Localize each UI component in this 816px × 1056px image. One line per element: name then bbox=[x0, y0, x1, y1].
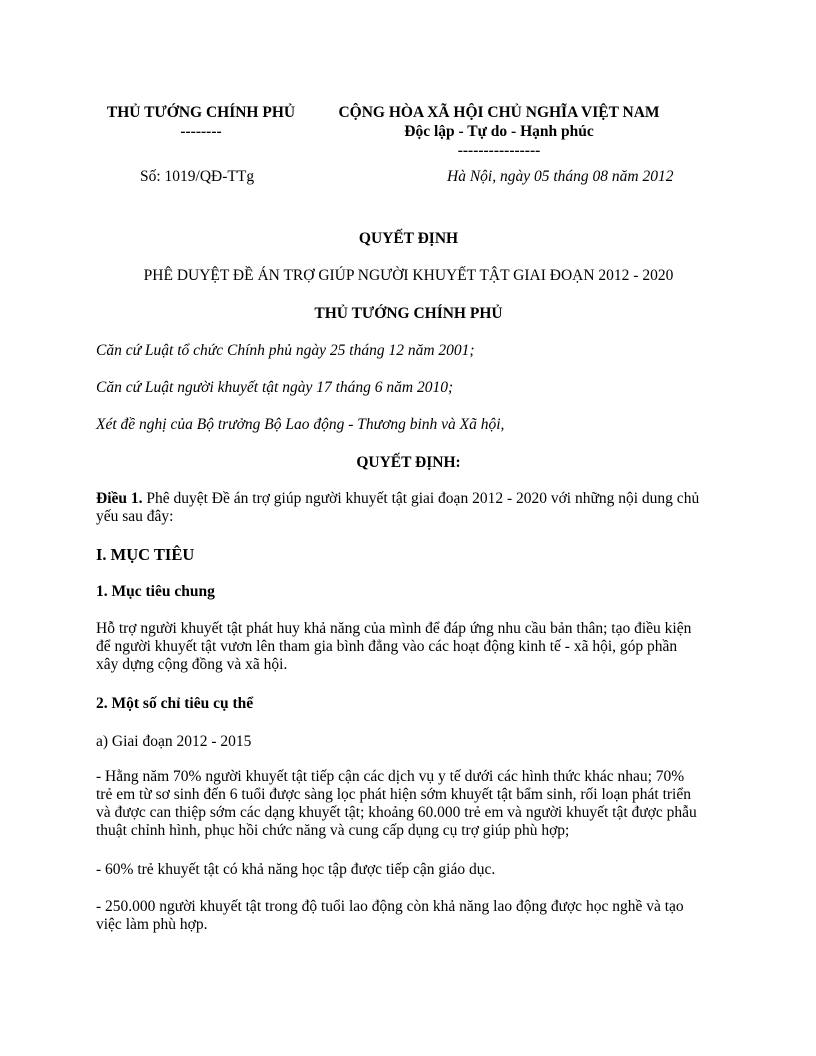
period-heading: a) Giai đoạn 2012 - 2015 bbox=[96, 733, 252, 750]
target-item-health bbox=[96, 768, 721, 840]
target-item-employment-line-1: - 250.000 người khuyết tật trong độ tuổi lao động còn khả năng lao động được học nghề và tạo bbox=[96, 898, 684, 915]
republic-name: CỘNG HÒA XÃ HỘI CHỦ NGHĨA VIỆT NAM bbox=[338, 104, 660, 121]
target-item-health-line-2: trẻ em từ sơ sinh đến 6 tuổi được sàng lọc phát hiện sớm khuyết tật bẩm sinh, rối loạn phát triển bbox=[96, 786, 691, 803]
target-item-employment-line-2: việc làm phù hợp. bbox=[96, 916, 208, 933]
specific-targets-heading: 2. Một số chỉ tiêu cụ thể bbox=[96, 695, 254, 712]
general-objective-line-1: Hỗ trợ người khuyết tật phát huy khả năng của mình để đáp ứng nhu cầu bản thân; tạo điều kiện bbox=[96, 620, 692, 637]
preamble-basis-1: Căn cứ Luật tổ chức Chính phủ ngày 25 tháng 12 năm 2001; bbox=[96, 342, 475, 359]
article-1-label: Điều 1. bbox=[96, 490, 143, 507]
decision-heading: QUYẾT ĐỊNH: bbox=[356, 454, 461, 471]
article-1 bbox=[96, 490, 721, 526]
preamble-proposal: Xét đề nghị của Bộ trưởng Bộ Lao động - Thương binh và Xã hội, bbox=[96, 416, 505, 433]
agency-divider: -------- bbox=[180, 123, 222, 140]
preamble-basis-2: Căn cứ Luật người khuyết tật ngày 17 tháng 6 năm 2010; bbox=[96, 379, 454, 396]
general-objective-line-3: xây dựng cộng đồng và xã hội. bbox=[96, 656, 288, 673]
target-item-education: - 60% trẻ khuyết tật có khả năng học tập được tiếp cận giáo dục. bbox=[96, 861, 496, 878]
target-item-health-line-3: và được can thiệp sớm các dạng khuyết tật; khoảng 60.000 trẻ em và người khuyết tật được phẫu bbox=[96, 804, 697, 821]
article-1-text: Phê duyệt Đề án trợ giúp người khuyết tật giai đoạn 2012 - 2020 với những nội dung chủ bbox=[142, 490, 700, 507]
target-item-health-line-1: - Hằng năm 70% người khuyết tật tiếp cận các dịch vụ y tế dưới các hình thức khác nhau; 70% bbox=[96, 768, 685, 785]
section-1-heading: I. MỤC TIÊU bbox=[96, 545, 195, 564]
place-and-date: Hà Nội, ngày 05 tháng 08 năm 2012 bbox=[447, 168, 674, 185]
issuing-authority: THỦ TƯỚNG CHÍNH PHỦ bbox=[314, 305, 503, 322]
document-number: Số: 1019/QĐ-TTg bbox=[140, 168, 255, 185]
article-1-line-2: yếu sau đây: bbox=[96, 508, 174, 525]
motto-divider: ---------------- bbox=[457, 142, 541, 159]
target-item-employment bbox=[96, 898, 721, 934]
general-objective-heading: 1. Mục tiêu chung bbox=[96, 583, 215, 600]
target-item-health-line-4: thuật chỉnh hình, phục hồi chức năng và cung cấp dụng cụ trợ giúp phù hợp; bbox=[96, 822, 570, 839]
motto: Độc lập - Tự do - Hạnh phúc bbox=[404, 123, 594, 140]
general-objective-text bbox=[96, 620, 721, 674]
document-subject: PHÊ DUYỆT ĐỀ ÁN TRỢ GIÚP NGƯỜI KHUYẾT TẬT GIAI ĐOẠN 2012 - 2020 bbox=[143, 267, 674, 284]
article-1-line-1 bbox=[96, 490, 721, 508]
agency-name: THỦ TƯỚNG CHÍNH PHỦ bbox=[106, 104, 296, 121]
general-objective-line-2: để người khuyết tật vươn lên tham gia bình đẳng vào các hoạt động kinh tế - xã hội, góp phần bbox=[96, 638, 678, 655]
document-type: QUYẾT ĐỊNH bbox=[358, 230, 459, 247]
